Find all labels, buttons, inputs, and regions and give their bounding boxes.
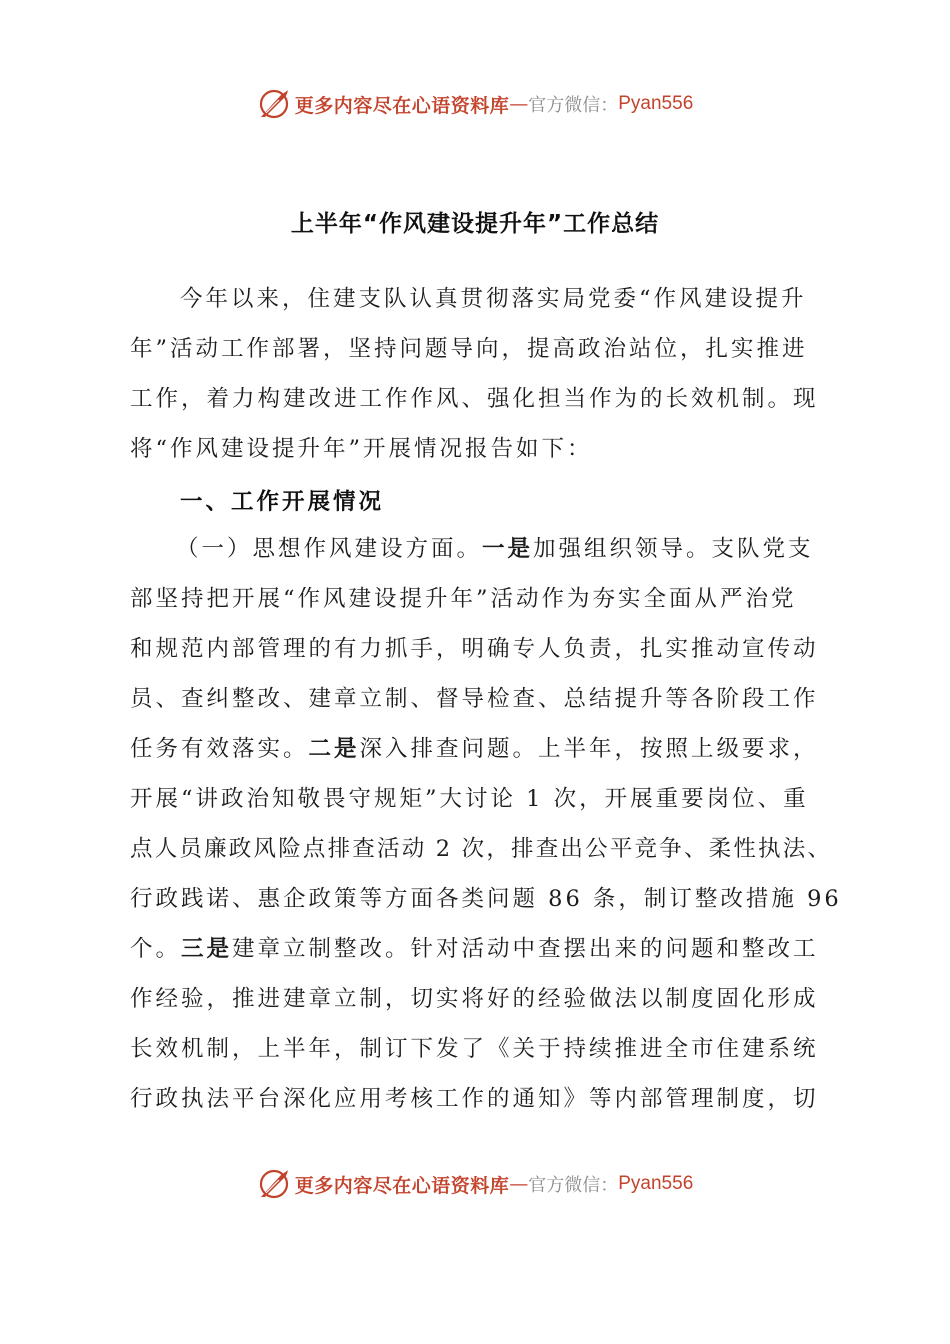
intro-line-1: 今年以来，住建支队认真贯彻落实局党委“作风建设提升: [180, 286, 807, 312]
header-banner: [0, 84, 950, 124]
body-text: 任务有效落实。: [130, 736, 309, 762]
body-line-11: 长效机制，上半年，制订下发了《关于持续推进全市住建系统: [130, 1036, 819, 1062]
banner-wechat-label: 官方微信：: [528, 1175, 619, 1196]
body-line-2: 部坚持把开展“作风建设提升年”活动作为夯实全面从严治党: [130, 586, 797, 612]
body-line-4: 员、查纠整改、建章立制、督导检查、总结提升等各阶段工作: [130, 686, 819, 712]
body-line-12: 行政执法平台深化应用考核工作的通知》等内部管理制度，切: [130, 1086, 819, 1112]
banner-wechat-id: Pyan556: [618, 93, 694, 114]
banner-separator: —: [509, 93, 529, 115]
body-line-8: 行政践诺、惠企政策等方面各类问题 86 条，制订整改措施 96: [130, 886, 842, 912]
body-line-5: [130, 734, 835, 764]
intro-line-2: 年”活动工作部署，坚持问题导向，提高政治站位，扎实推进: [130, 336, 808, 362]
banner-site-name: 更多内容尽在心语资料库: [294, 94, 510, 117]
banner-wechat-id: Pyan556: [618, 1173, 694, 1194]
subsection-heading: （一）思想作风建设方面。: [176, 536, 483, 562]
document-title: 上半年“作风建设提升年”工作总结: [290, 211, 660, 237]
banner-site-name: 更多内容尽在心语资料库: [294, 1174, 510, 1197]
item-marker-2: 二是: [308, 736, 360, 762]
intro-line-4: 将“作风建设提升年”开展情况报告如下：: [130, 436, 593, 462]
banner-separator: —: [509, 1173, 529, 1195]
quill-pen-logo-icon: [257, 87, 291, 121]
banner-wechat-label: 官方微信：: [528, 95, 619, 116]
item-marker-3: 三是: [181, 936, 233, 962]
intro-line-3: 工作，着力构建改进工作作风、强化担当作为的长效机制。现: [130, 386, 819, 412]
body-line-10: 作经验，推进建章立制，切实将好的经验做法以制度固化形成: [130, 986, 819, 1012]
body-text: 个。: [130, 936, 182, 962]
body-line-9: [130, 934, 835, 964]
body-text: 建章立制整改。针对活动中查摆出来的问题和整改工: [232, 936, 819, 962]
body-line-3: 和规范内部管理的有力抓手，明确专人负责，扎实推动宣传动: [130, 636, 819, 662]
section-heading: 一、工作开展情况: [180, 489, 385, 515]
quill-pen-logo-icon: [257, 1167, 291, 1201]
body-line-7: 点人员廉政风险点排查活动 2 次，排查出公平竞争、柔性执法、: [130, 836, 833, 862]
body-text: 加强组织领导。支队党支: [533, 536, 814, 562]
item-marker-1: 一是: [482, 536, 534, 562]
footer-banner: [0, 1164, 950, 1204]
body-line-6: 开展“讲政治知敬畏守规矩”大讨论 1 次，开展重要岗位、重: [130, 786, 809, 812]
body-line-1: [176, 534, 831, 564]
body-text: 深入排查问题。上半年，按照上级要求，: [359, 736, 819, 762]
